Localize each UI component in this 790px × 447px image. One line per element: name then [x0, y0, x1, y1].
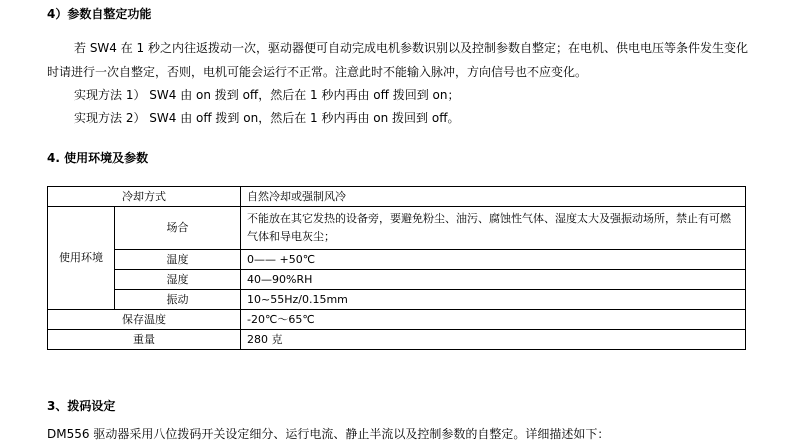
vibration-value: 10~55Hz/0.15mm	[241, 290, 746, 310]
paragraph-line: DM556 驱动器采用八位拨码开关设定细分、运行电流、静止半流以及控制参数的自整定。详细描述如下：	[47, 427, 610, 441]
table-row	[48, 330, 746, 350]
table-row	[48, 270, 746, 290]
paragraph-line: 若 SW4 在 1 秒之内往返拨动一次，驱动器便可自动完成电机参数识别以及控制参数自整定；在电机、供电电压等条件发生变化	[74, 41, 749, 55]
method-2-text: 实现方法 2） SW4 由 off 拨到 on，然后在 1 秒内再由 on 拨回到 off。	[74, 111, 460, 125]
paragraph-line: 时请进行一次自整定，否则，电机可能会运行不正常。注意此时不能输入脉冲，方向信号也不应变化。	[47, 65, 588, 79]
temperature-value: 0—— +50℃	[241, 250, 746, 270]
table-row	[48, 310, 746, 330]
table-row	[48, 290, 746, 310]
vibration-label: 振动	[115, 290, 241, 310]
site-label: 场合	[115, 207, 241, 250]
section-heading-environment: 4. 使用环境及参数	[47, 151, 149, 165]
storage-temperature-value: -20℃～65℃	[241, 310, 746, 330]
storage-temperature-label: 保存温度	[48, 310, 241, 330]
table-row	[48, 250, 746, 270]
section-heading-dip-switch: 3、拨码设定	[47, 399, 116, 413]
humidity-value: 40—90%RH	[241, 270, 746, 290]
table-row	[48, 207, 746, 250]
cooling-label: 冷却方式	[48, 187, 241, 207]
humidity-label: 湿度	[115, 270, 241, 290]
temperature-label: 温度	[115, 250, 241, 270]
section-heading-self-tuning: 4）参数自整定功能	[47, 7, 152, 21]
table-row	[48, 187, 746, 207]
weight-value: 280 克	[241, 330, 746, 350]
method-1-text: 实现方法 1） SW4 由 on 拨到 off，然后在 1 秒内再由 off 拨回到 on；	[74, 88, 460, 102]
cooling-value: 自然冷却或强制风冷	[241, 187, 746, 207]
environment-table	[47, 186, 746, 350]
weight-label: 重量	[48, 330, 241, 350]
environment-label: 使用环境	[48, 207, 115, 310]
site-value: 不能放在其它发热的设备旁，要避免粉尘、油污、腐蚀性气体、湿度太大及强振动场所，禁止有可燃气体和导电灰尘；	[241, 207, 746, 250]
